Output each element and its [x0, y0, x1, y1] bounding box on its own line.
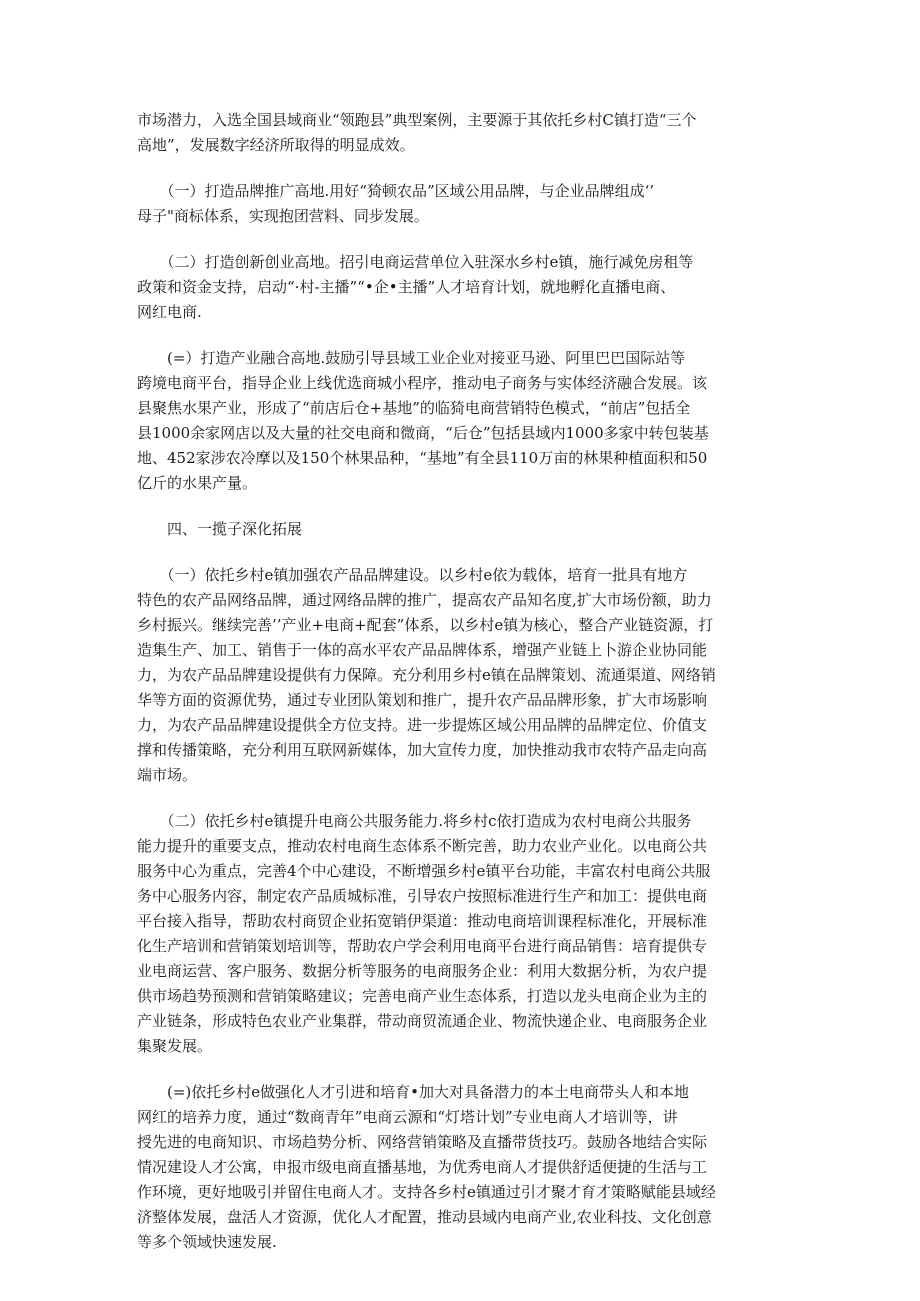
- text-line: 业电商运营、客户服务、数据分析等服务的电商服务企业：利用大数据分析，为农户提: [137, 962, 708, 980]
- text-line: 服务中心为重点，完善4个中心建设，不断增强乡村e镇平台功能，丰富农村电商公共服: [137, 862, 711, 880]
- text-line: 跨境电商平台，指导企业上线优选商城小程序，推动电子商务与实体经济融合发展。该: [137, 374, 708, 392]
- paragraph-talent: [137, 1080, 785, 1255]
- text-line: (=)依托乡村e做强化人才引进和培育•加大对具备潜力的本土电商带头人和本地: [137, 1083, 690, 1101]
- paragraph-industry-integration: [137, 346, 785, 496]
- paragraph-public-service: [137, 809, 785, 1059]
- text-line: （一）打造品牌推广高地.用好“猗顿农品”区域公用品牌，与企业品牌组成‘’: [137, 182, 655, 200]
- text-line: 政策和资金支持，启动“·村-主播”“•企•主播”人才培育计划，就地孵化直播电商、: [137, 278, 676, 296]
- text-line: 情况建设人才公寓，申报市级电商直播基地，为优秀电商人才提供舒适便捷的生活与工: [137, 1158, 708, 1176]
- paragraph-brand-building: [137, 563, 785, 788]
- text-line: 撑和传播策略，充分利用互联网新媒体，加大宣传力度，加快推动我市农特产品走向高: [137, 741, 708, 759]
- text-line: 市场潜力，入选全国县域商业“领跑县”典型案例，主要源于其依托乡村C镇打造“三个: [137, 111, 697, 129]
- text-line: 集聚发展。: [137, 1037, 213, 1055]
- text-line: 端市场。: [137, 766, 198, 784]
- text-line: 地、452家涉农冷摩以及150个林果品种，“基地”有全县110万亩的林果种植面积和50: [137, 449, 708, 467]
- section-heading: [137, 517, 785, 542]
- text-line: （一）依托乡村e镇加强农产品品牌建设。以乡村e依为载体，培育一批具有地方: [137, 566, 688, 584]
- text-line: 授先进的电商知识、市场趋势分析、网络营销策略及直播带货技巧。鼓励各地结合实际: [137, 1133, 708, 1151]
- text-line: （二）打造创新创业高地。招引电商运营单位入驻深水乡村e镇，施行减免房租等: [137, 253, 694, 271]
- text-line: 平台接入指导，帮助农村商贸企业拓宽销伊渠道：推动电商培训课程标准化，开展标准: [137, 912, 708, 930]
- document-body: [137, 108, 785, 1255]
- text-line: 济整体发展，盘活人才资源，优化人才配置，推动县域内电商产业,农业科技、文化创意: [137, 1208, 712, 1226]
- text-line: 特色的农产品网络品牌，通过网络品牌的推广，提高农产品知名度,扩大市场份额，助力: [137, 591, 712, 609]
- text-line: 作环境，更好地吸引并留住电商人才。支持各乡村e镇通过引才聚才育才策略赋能县域经: [137, 1183, 716, 1201]
- text-line: 乡村振兴。继续完善’’产业+电商+配套”体系，以乡村e镇为核心，整合产业链资源，打: [137, 616, 714, 634]
- text-line: 亿斤的水果产量。: [137, 474, 258, 492]
- text-line: 能力提升的重要支点，推动农村电商生态体系不断完善，助力农业产业化。以电商公共: [137, 837, 708, 855]
- paragraph-market-potential: [137, 108, 785, 158]
- text-line: 网红电商.: [137, 303, 202, 321]
- paragraph-brand-highland: [137, 179, 785, 229]
- text-line: 母子"商标体系，实现抱团营料、同步发展。: [137, 207, 429, 225]
- text-line: 务中心服务内容，制定农产品质城标准，引导农户按照标准进行生产和加工：提供电商: [137, 887, 708, 905]
- text-line: 供市场趋势预测和营销策略建议；完善电商产业生态体系，打造以龙头电商企业为主的: [137, 987, 708, 1005]
- text-line: 化生产培训和营销策划培训等，帮助农户学会利用电商平台进行商品销售：培育提供专: [137, 937, 708, 955]
- text-line: 造集生产、加工、销售于一体的高水平农产品品牌体系，增强产业链上卜游企业协同能: [137, 641, 708, 659]
- text-line: 四、一揽子深化拓展: [137, 520, 303, 538]
- text-line: 华等方面的资源优势，通过专业团队策划和推广，提升农产品品牌形象，扩大市场影响: [137, 691, 708, 709]
- text-line: 产业链条，形成特色农业产业集群，带动商贸流通企业、物流快递企业、电商服务企业: [137, 1012, 708, 1030]
- text-line: 县1000余家网店以及大量的社交电商和微商，“后仓”包括县域内1000多家中转包装基: [137, 424, 709, 442]
- text-line: (=）打造产业融合高地.鼓励引导县域工业企业对接亚马逊、阿里巴巴国际站等: [137, 349, 686, 367]
- text-line: 网红的培养力度，通过“数商青年”电商云源和“灯塔计划”专业电商人才培训等，讲: [137, 1108, 678, 1126]
- text-line: 力，为农产品品牌建设提供有力保障。充分利用乡村e镇在品牌策划、流通渠道、网络销: [137, 666, 716, 684]
- paragraph-innovation-highland: [137, 250, 785, 325]
- text-line: 高地”，发展数字经济所取得的明显成效。: [137, 136, 415, 154]
- text-line: 县聚焦水果产业，形成了“前店后仓+基地”的临猗电商营销特色模式，“前店”包括全: [137, 399, 691, 417]
- text-line: 等多个领域快速发展.: [137, 1233, 277, 1251]
- text-line: 力，为农产品品牌建设提供全方位支持。进一步提炼区域公用品牌的品牌定位、价值支: [137, 716, 708, 734]
- text-line: （二）依托乡村e镇提升电商公共服务能力.将乡村c依打造成为农村电商公共服务: [137, 812, 692, 830]
